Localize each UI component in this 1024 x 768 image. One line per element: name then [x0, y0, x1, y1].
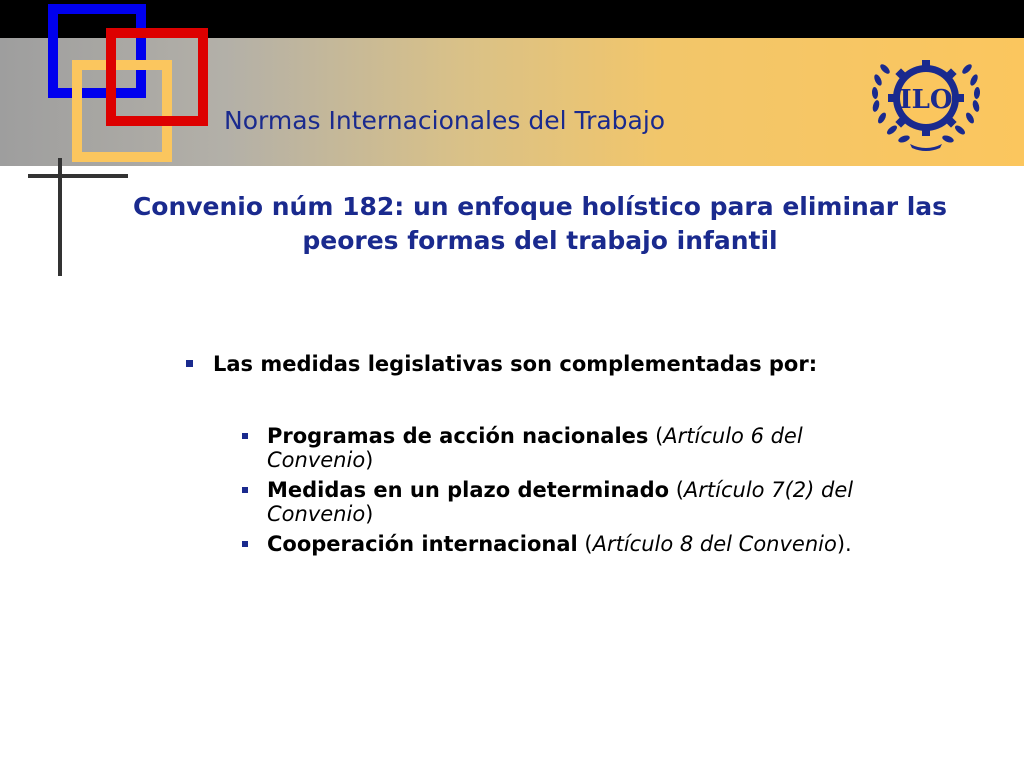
sub-point-close: ) [365, 448, 374, 472]
square-bullet-icon [186, 360, 193, 367]
main-point-text: Las medidas legislativas son complementadas por: [213, 352, 818, 376]
sub-points-list [242, 424, 902, 562]
svg-text:ILO: ILO [899, 85, 953, 115]
list-item [242, 532, 902, 556]
square-bullet-icon [242, 487, 248, 493]
sub-point-close: ) [365, 502, 374, 526]
sub-point-open: ( [648, 424, 664, 448]
red-square-decoration [106, 28, 208, 126]
header-title: Normas Internacionales del Trabajo [224, 106, 666, 135]
sub-point-bold: Medidas en un plazo determinado [267, 478, 670, 502]
square-bullet-icon [242, 433, 248, 439]
horizontal-rule-decoration [28, 174, 128, 178]
sub-point-reference: Artículo 7(2) del Convenio [267, 478, 854, 526]
ilo-emblem-icon [866, 50, 986, 154]
sub-point-bold: Programas de acción nacionales [267, 424, 649, 448]
sub-point-bold: Cooperación internacional [267, 532, 578, 556]
list-item [242, 424, 902, 472]
sub-point-reference: Artículo 6 del Convenio [267, 424, 803, 472]
vertical-rule-decoration [58, 158, 62, 276]
sub-point-close: ). [836, 532, 852, 556]
list-item [242, 478, 902, 526]
main-point [186, 352, 966, 376]
sub-point-open: ( [669, 478, 684, 502]
slide-title: Convenio núm 182: un enfoque holístico para eliminar las peores formas del trabajo infantil [132, 192, 948, 255]
square-bullet-icon [242, 541, 248, 547]
sub-point-reference: Artículo 8 del Convenio [592, 532, 837, 556]
sub-point-open: ( [577, 532, 593, 556]
